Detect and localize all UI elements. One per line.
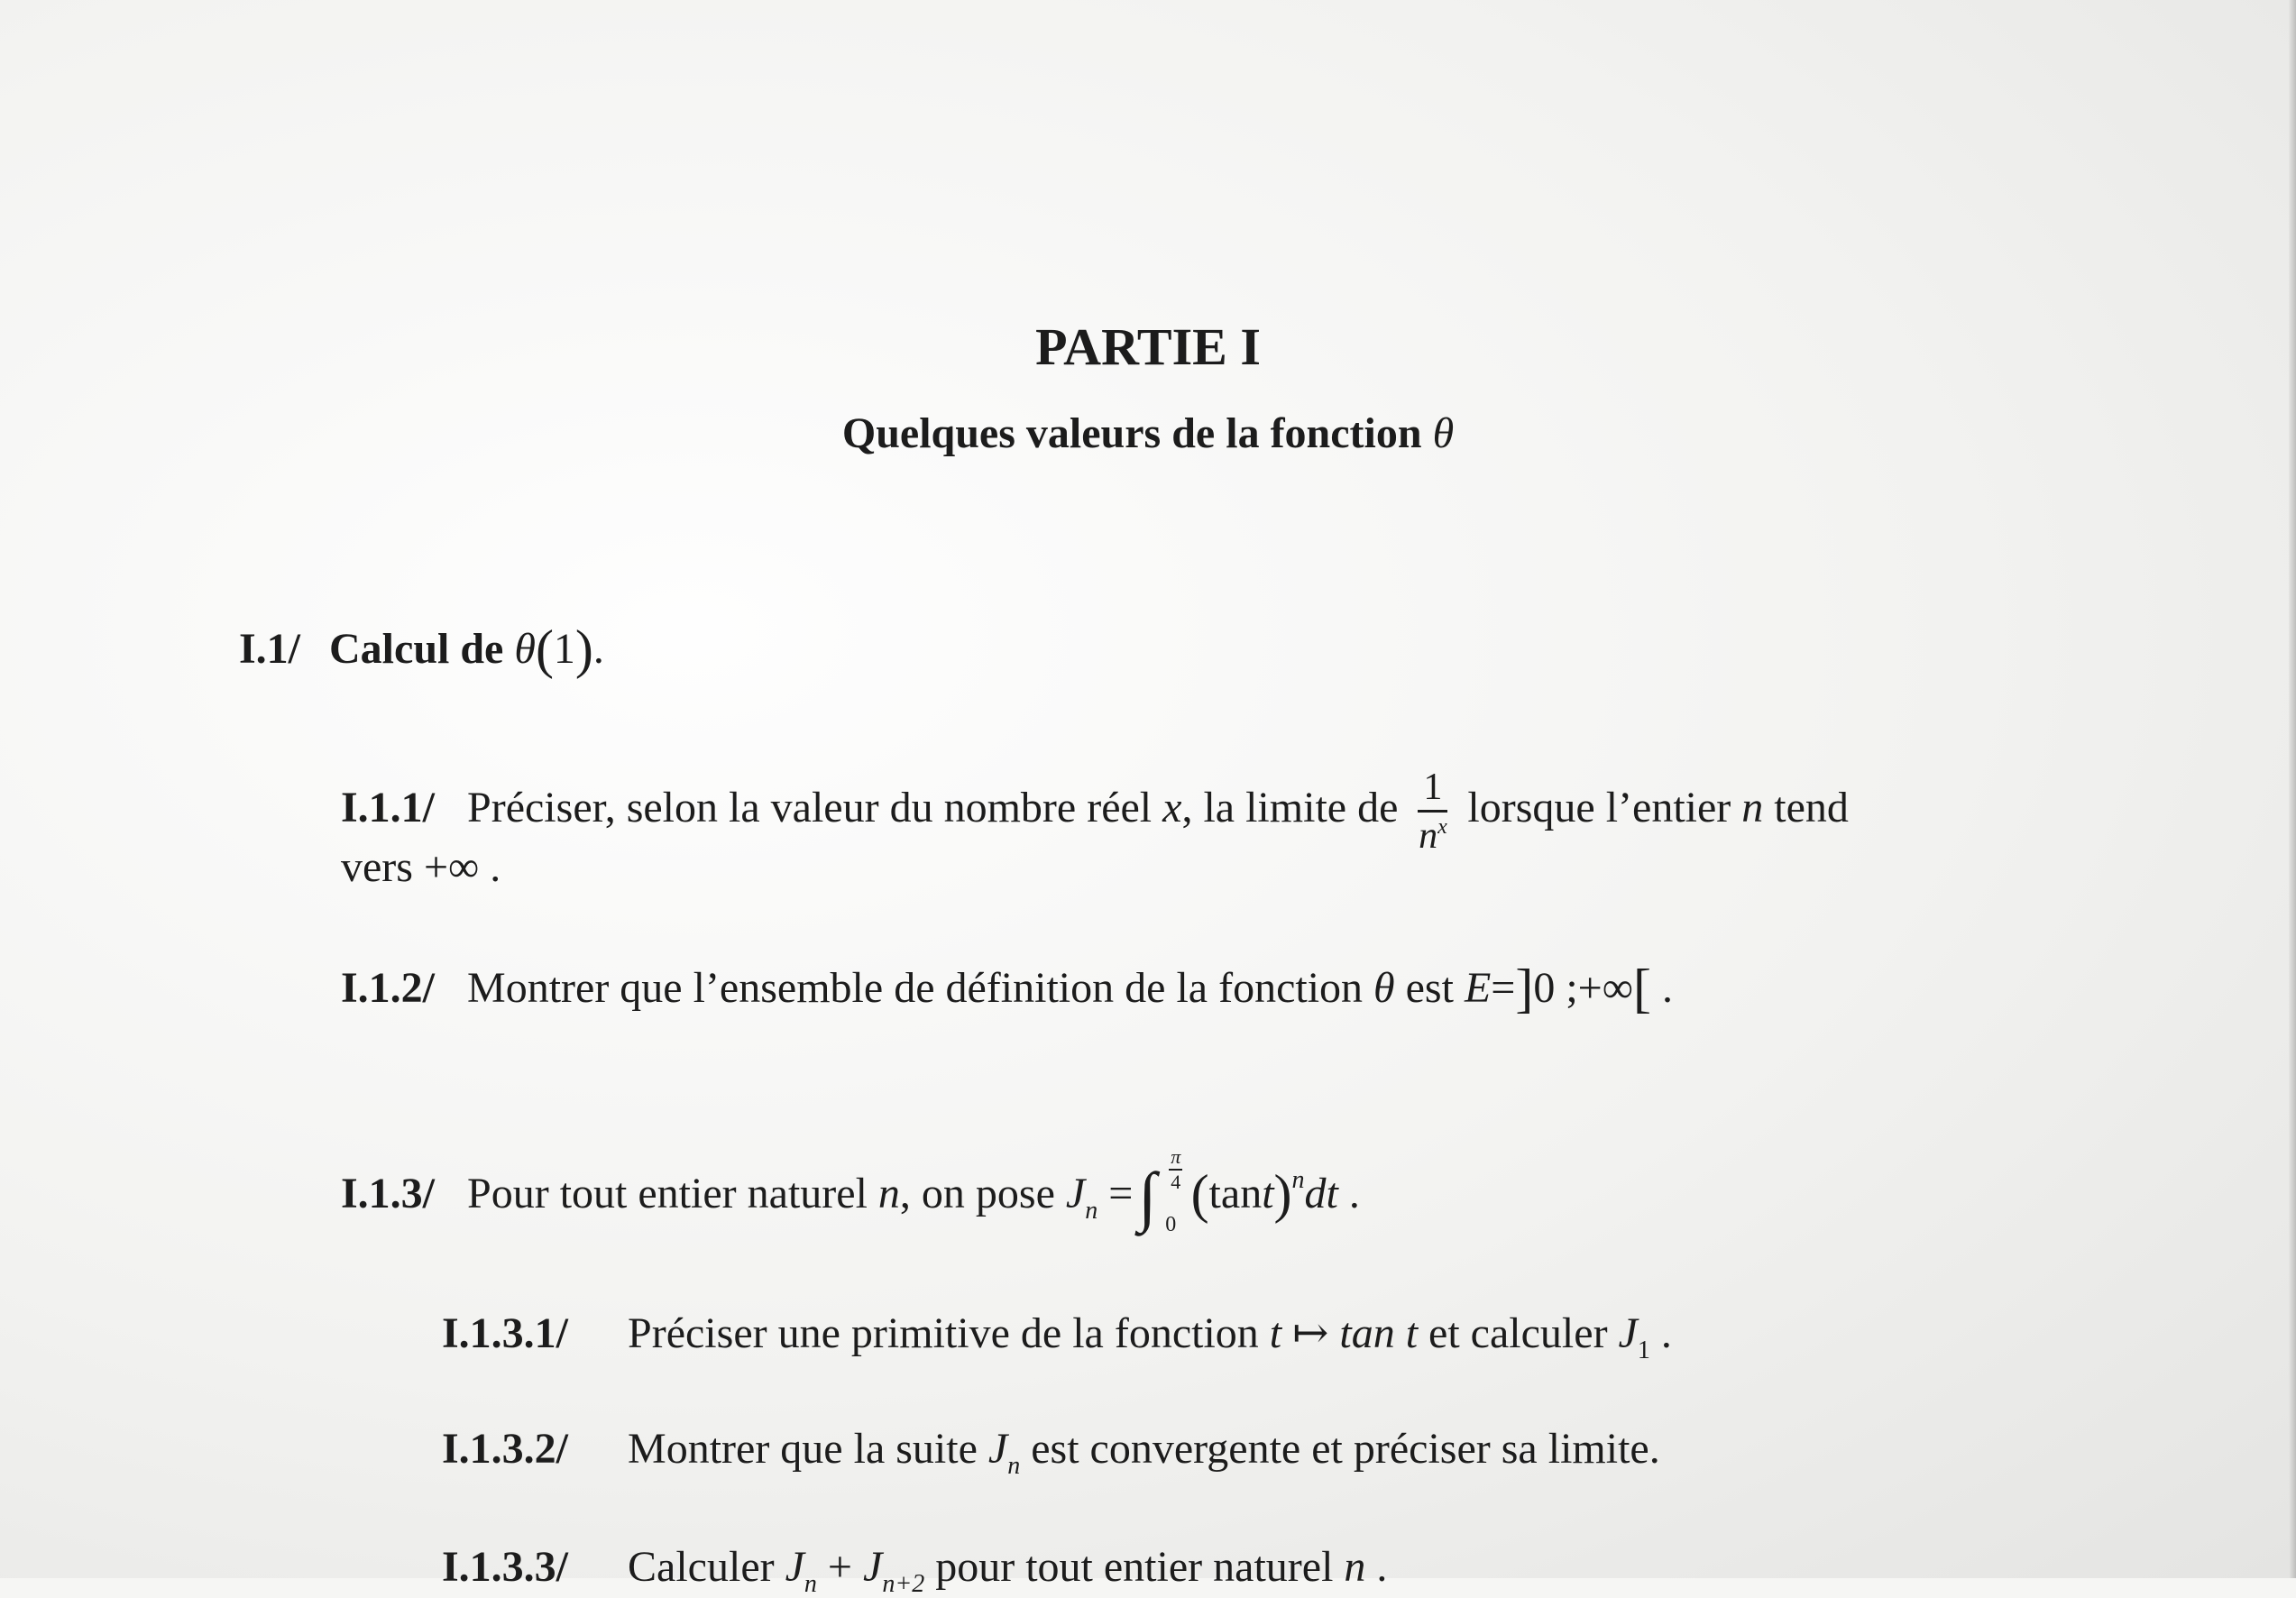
J-symbol: J [1618, 1309, 1638, 1357]
integrand-function: tan [1208, 1170, 1263, 1217]
question-text-1: Préciser, selon la valeur du nombre réel [467, 784, 1153, 832]
question-text-2: , on pose [899, 1170, 1055, 1217]
equals-sign: = [1491, 964, 1516, 1012]
J-subscript: 1 [1637, 1336, 1650, 1364]
paren-open: ( [535, 620, 554, 679]
statement-period: . [1376, 1543, 1388, 1591]
left-bracket: ] [1515, 959, 1534, 1018]
question-i11-line2: vers +∞ . [341, 843, 501, 891]
paren-open: ( [1190, 1164, 1209, 1224]
question-text-1: Pour tout entier naturel [467, 1170, 868, 1217]
fraction-denominator [1418, 813, 1447, 855]
interval-value: 0 ;+∞ [1533, 964, 1633, 1012]
function-map: t ↦ tan t [1269, 1309, 1419, 1357]
J-symbol: J [785, 1543, 804, 1591]
subtitle-theta: θ [1432, 409, 1455, 457]
var-n: n [1741, 784, 1764, 832]
integral [1138, 1145, 1181, 1236]
plus-sign: + [827, 1543, 852, 1591]
var-n: n [1344, 1543, 1366, 1591]
J2-subscript: n+2 [882, 1570, 925, 1598]
question-text-3: lorsque l’entier [1467, 784, 1731, 832]
J2-symbol: J [863, 1543, 883, 1591]
subtitle-text: Quelques valeurs de la fonction [841, 409, 1422, 457]
question-text-2: , la limite de [1181, 784, 1399, 832]
question-text-2: et calculer [1428, 1309, 1608, 1357]
section-heading: Calcul de [329, 625, 504, 673]
theta-symbol: θ [514, 625, 536, 673]
question-text-2: est [1405, 964, 1454, 1012]
question-text-1: Préciser une primitive de la fonction [628, 1309, 1259, 1357]
upper-bound-denominator: 4 [1171, 1171, 1181, 1193]
section-i1 [239, 620, 604, 679]
statement-period: . [1660, 1309, 1672, 1357]
fraction-den-base: n [1419, 815, 1438, 857]
question-number: I.1.3.2/ [442, 1425, 569, 1473]
statement-period: . [1348, 1170, 1360, 1217]
theta-argument: 1 [553, 625, 575, 673]
question-i132 [442, 1425, 1660, 1480]
page-subtitle [0, 409, 2296, 457]
page-title: PARTIE I [1035, 317, 1261, 376]
question-i133 [442, 1543, 1388, 1598]
var-n: n [877, 1170, 900, 1217]
question-text-2: est convergente et préciser sa limite. [1031, 1425, 1660, 1473]
J-subscript: n [1085, 1197, 1098, 1225]
question-number: I.1.2/ [341, 964, 436, 1012]
J-symbol: J [1065, 1170, 1086, 1217]
section-number: I.1/ [239, 625, 301, 673]
heading-period: . [592, 625, 604, 673]
var-x: x [1162, 784, 1182, 832]
question-number: I.1.3.3/ [442, 1543, 569, 1591]
paren-close: ) [574, 620, 593, 679]
integral-upper-bound [1169, 1147, 1182, 1192]
J-subscript: n [1007, 1452, 1021, 1480]
var-E: E [1464, 964, 1492, 1012]
statement-period: . [1661, 964, 1673, 1012]
question-text-1: Montrer que la suite [628, 1425, 978, 1473]
question-i13 [341, 1145, 1360, 1236]
page-edge [2289, 0, 2296, 1578]
question-text-1: Calculer [628, 1543, 775, 1591]
integrand-variable: t [1262, 1170, 1274, 1217]
question-number: I.1.3/ [341, 1170, 436, 1217]
question-text-2: pour tout entier naturel [935, 1543, 1334, 1591]
fraction-numerator: 1 [1418, 768, 1447, 813]
upper-bound-numerator: π [1169, 1147, 1182, 1171]
question-i12 [341, 959, 1673, 1018]
paren-close: ) [1273, 1164, 1292, 1224]
integral-lower-bound: 0 [1165, 1213, 1177, 1236]
equals-sign: = [1108, 1170, 1134, 1217]
question-i11 [341, 768, 1849, 855]
question-number: I.1.1/ [341, 784, 436, 832]
right-bracket: [ [1632, 959, 1651, 1018]
question-number: I.1.3.1/ [442, 1309, 569, 1357]
J-symbol: J [987, 1425, 1008, 1473]
fraction-1-over-nx [1418, 768, 1447, 855]
question-text-1: Montrer que l’ensemble de définition de la fonction [467, 964, 1364, 1012]
question-i131 [442, 1309, 1672, 1364]
theta-symbol: θ [1373, 964, 1395, 1012]
J-subscript: n [804, 1570, 817, 1598]
question-text-4: tend [1774, 784, 1849, 832]
differential: dt [1304, 1170, 1338, 1217]
fraction-den-exponent: x [1437, 815, 1447, 839]
integral-sign: ∫ [1138, 1160, 1157, 1234]
integrand-power: n [1291, 1166, 1305, 1194]
